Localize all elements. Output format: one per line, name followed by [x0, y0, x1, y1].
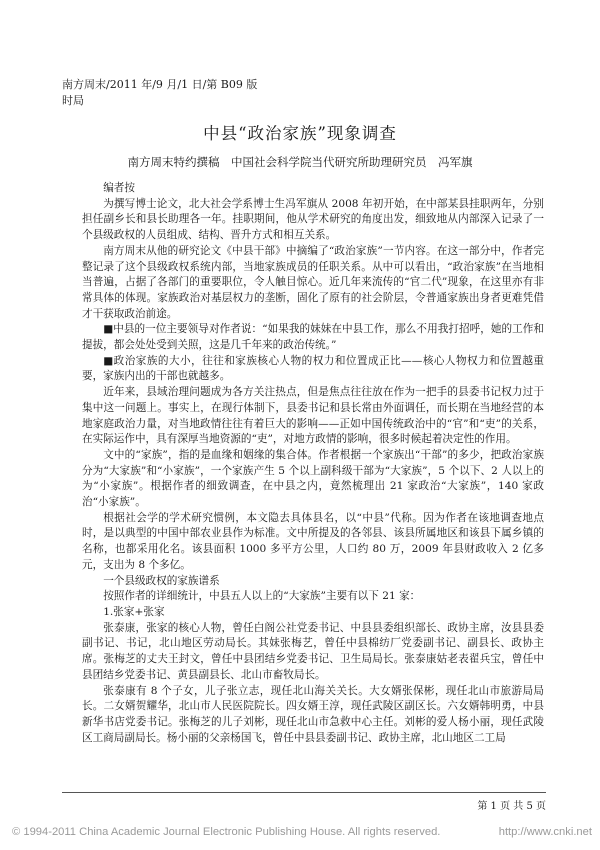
- copyright-text: © 1994-2011 China Academic Journal Electronic Publishing House. All rights reserved.: [12, 826, 441, 838]
- footer-divider: [62, 792, 546, 793]
- paragraph: 南方周末从他的研究论文《中县干部》中摘编了“政治家族”一节内容。在这一部分中，作者完整记录了这个县级政权系统内部，当地家族成员的任职关系。从中可以看出，“政治家族”在当地相当普遍，占据了各部门的重要职位，令人触目惊心。近几年来流传的“官二代”现象，在这里亦有非常具体的体现。家族政治对基层权力的垄断，固化了原有的社会阶层，令普通家族出身者更难凭借才干获取政治前途。: [82, 244, 544, 320]
- subsection-heading: 1.张家+张家: [103, 605, 165, 618]
- paragraph: 张泰康有 8 个子女，儿子张立志，现任北山海关关长。大女婿张保彬，现任北山市旅游局局长。二女婿贺耀华，北山市人民医院院长。四女婿王淳，现任武陵区副区长。六女婿韩明勇，中县新华书店党委书记。张梅芝的儿子刘彬，现任北山市急救中心主任。刘彬的爱人杨小丽，现任武陵区工商局副局长。杨小丽的父亲杨国飞，曾任中县县委副书记、政协主席，北山地区二工局: [82, 684, 544, 744]
- section-label: 时局: [62, 94, 84, 107]
- editor-note-heading: 编者按: [103, 182, 135, 194]
- paragraph: 为撰写博士论文，北大社会学系博士生冯军旗从 2008 年初开始，在中部某县挂职两年，分别担任副乡长和县长助理各一年。挂职期间，他从学术研究的角度出发，细致地从内部深入记录了一个县级政权的人员组成、结构、晋升方式和相互关系。: [82, 197, 544, 242]
- paragraph: 张泰康，张家的核心人物，曾任白阁公社党委书记、中县县委组织部长、政协主席，汝县县委副书记、书记，北山地区劳动局长。其妹张梅艺，曾任中县棉纺厂党委副书记、副县长、政协主席。张梅芝的丈夫王封文，曾任中县团结乡党委书记、卫生局局长。张泰康姑老表翟兵宝，曾任中县团结乡党委书记、黄县副县长、北山市畜牧局长。: [82, 621, 544, 681]
- article-title: 中县“政治家族”现象调查: [203, 124, 397, 143]
- paragraph: 按照作者的详细统计，中县五人以上的“大家族”主要有以下 21 家：: [103, 590, 421, 603]
- section-heading: 一个县级政权的家族谱系: [103, 574, 220, 587]
- paragraph: 文中的“家族”，指的是血缘和姻缘的集合体。作者根据一个家族出“干部”的多少，把政治家族分为“大家族”和“小家族”，一个家族产生 5 个以上副科级干部为“大家族”，5 个以下、2 人以上的为“小家族”。根据作者的细致调查，在中县之内，竟然梳理出 21 家政治“大家族”，140 家政治“小家族”。: [82, 448, 544, 509]
- article-byline: 南方周末特约撰稿 中国社会科学院当代研究所助理研究员 冯军旗: [127, 155, 473, 169]
- highlight-quote: ■政治家族的大小，往往和家族核心人物的权力和位置成正比——核心人物权力和位置越重要，家族内出的干部也就越多。: [82, 354, 544, 383]
- article-body: [82, 181, 544, 746]
- copyright-notice: [12, 826, 592, 838]
- paragraph: 近年来，县域治理问题成为各方关注热点，但是焦点往往放在作为一把手的县委书记权力过于集中这一问题上。事实上，在现行体制下，县委书记和县长常由外面调任，而长期在当地经营的本地家庭政治力量，对当地政情往往有着巨大的影响——正如中国传统政治中的“官”和“吏”的关系，在实际运作中，具有深厚当地资源的“吏”，对地方政情的影响，很多时候起着决定性的作用。: [82, 386, 544, 446]
- paragraph: 根据社会学的学术研究惯例，本文隐去具体县名，以“中县”代称。因为作者在该地调查地点时，是以典型的中国中部农业县作为标准。文中所提及的各邻县、该县所属地区和该县下属乡镇的名称，也都采用化名。该县面积 1000 多平方公里，人口约 80 万，2009 年县财政收入 2 亿多元，支出为 8 个多亿。: [82, 511, 544, 571]
- page-number: 第 1 页 共 5 页: [477, 801, 546, 812]
- cnki-url: http://www.cnki.net: [498, 826, 592, 838]
- highlight-quote: ■中县的一位主要领导对作者说：“如果我的妹妹在中县工作，那么不用我打招呼，她的工作和提拔，都会处处受到关照，这是几千年来的政治传统。”: [82, 323, 544, 352]
- publication-source: 南方周末/2011 年/9 月/1 日/第 B09 版: [62, 78, 258, 91]
